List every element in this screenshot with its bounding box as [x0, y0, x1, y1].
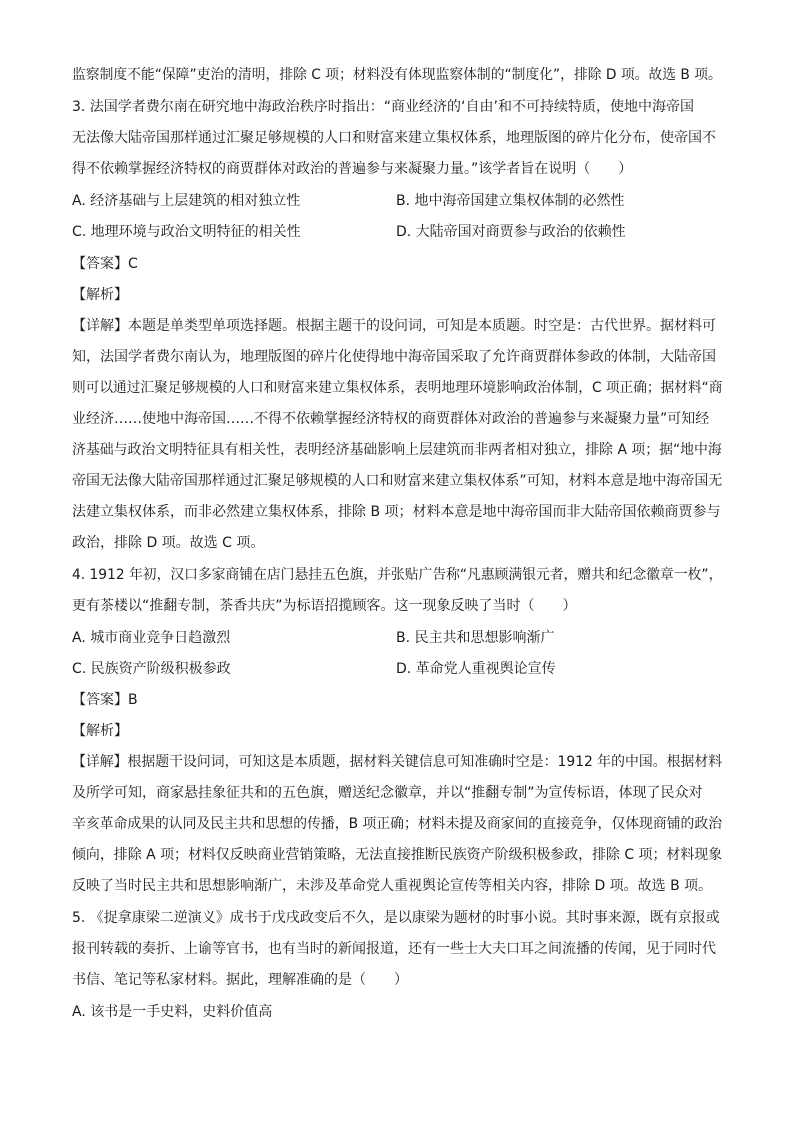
q3-analysis-label: 【解析】: [72, 287, 128, 303]
q3-option-d: D. 大陆帝国对商贾参与政治的依赖性: [396, 224, 626, 240]
q3-detail-line-8: 政治，排除 D 项。故选 C 项。: [72, 535, 265, 551]
q5-stem-line-2: 报刊转载的奏折、上谕等官书，也有当时的新闻报道，还有一些士大夫口耳之间流播的传闻，见于同时代: [72, 941, 716, 957]
q4-stem-line-1: 4. 1912 年初，汉口多家商铺在店门悬挂五色旗，并张贴广告称“凡惠顾满银元者，赠共和纪念徽章一枚”，: [72, 567, 723, 583]
q4-detail-line-2: 及所学可知，商家悬挂象征共和的五色旗，赠送纪念徽章，并以“推翻专制”为宣传标语，体现了民众对: [72, 785, 703, 801]
q5-stem-line-3: 书信、笔记等私家材料。据此，理解准确的是（ ）: [72, 972, 408, 988]
q4-detail-line-1: 【详解】根据题干设问词，可知这是本质题，据材料关键信息可知准确时空是：1912 年的中国。根据材料: [72, 754, 723, 770]
q3-stem-line-3: 得不依赖掌握经济特权的商贾群体对政治的普遍参与来凝聚力量。”该学者旨在说明（ ）: [72, 161, 633, 177]
q4-stem-line-2: 更有茶楼以“推翻专制，茶香共庆”为标语招揽顾客。这一现象反映了当时（ ）: [72, 598, 577, 614]
q2-analysis-tail: 监察制度不能“保障”吏治的清明，排除 C 项；材料没有体现监察体制的“制度化”，排除 D 项。故选 B 项。: [72, 67, 722, 83]
q3-detail-line-4: 业经济……使地中海帝国……不得不依赖掌握经济特权的商贾群体对政治的普遍参与来凝聚力量”可知经: [72, 411, 710, 427]
q4-option-a: A. 城市商业竞争日趋激烈: [72, 630, 231, 646]
q3-detail-line-3: 则可以通过汇聚足够规模的人口和财富来建立集权体系，表明地理环境影响政治体制，C 项正确；据材料“商: [72, 380, 723, 396]
q3-stem-line-1: 3. 法国学者费尔南在研究地中海政治秩序时指出：“商业经济的‘自由’和不可持续特质，使地中海帝国: [72, 99, 694, 115]
q4-detail-line-5: 反映了当时民主共和思想影响渐广，未涉及革命党人重视舆论宣传等相关内容，排除 D 项。故选 B 项。: [72, 878, 713, 894]
q3-detail-line-7: 法建立集权体系，而非必然建立集权体系，排除 B 项；材料本意是地中海帝国而非大陆帝国依赖商贾参与: [72, 504, 721, 520]
q4-detail-line-3: 辛亥革命成果的认同及民主共和思想的传播，B 项正确；材料未提及商家间的直接竞争，仅体现商铺的政治: [72, 816, 723, 832]
q4-option-c: C. 民族资产阶级积极参政: [72, 661, 231, 677]
q3-detail-line-1: 【详解】本题是单类型单项选择题。根据主题干的设问词，可知是本质题。时空是：古代世界。据材料可: [72, 318, 716, 334]
q3-option-c: C. 地理环境与政治文明特征的相关性: [72, 224, 301, 240]
q3-detail-line-6: 帝国无法像大陆帝国那样通过汇聚足够规模的人口和财富来建立集权体系”可知，材料本意是地中海帝国无: [72, 473, 723, 489]
q3-option-a: A. 经济基础与上层建筑的相对独立性: [72, 193, 301, 209]
q3-detail-line-5: 济基础与政治文明特征具有相关性，表明经济基础影响上层建筑而非两者相对独立，排除 A 项；据“地中海: [72, 442, 722, 458]
q3-option-b: B. 地中海帝国建立集权体制的必然性: [396, 193, 625, 209]
q4-analysis-label: 【解析】: [72, 723, 128, 739]
q3-answer: 【答案】C: [72, 256, 138, 272]
q4-answer: 【答案】B: [72, 692, 138, 708]
q5-option-a: A. 该书是一手史料，史料价值高: [72, 1004, 273, 1020]
q4-option-b: B. 民主共和思想影响渐广: [396, 630, 555, 646]
q3-detail-line-2: 知，法国学者费尔南认为，地理版图的碎片化使得地中海帝国采取了允许商贾群体参政的体制，大陆帝国: [72, 349, 716, 365]
q5-stem-line-1: 5. 《捉拿康梁二逆演义》成书于戊戌政变后不久，是以康梁为题材的时事小说。其时事来源，既有京报或: [72, 910, 720, 926]
q4-option-d: D. 革命党人重视舆论宣传: [396, 661, 556, 677]
q3-stem-line-2: 无法像大陆帝国那样通过汇聚足够规模的人口和财富来建立集权体系，地理版图的碎片化分布，使帝国不: [72, 130, 716, 146]
q4-detail-line-4: 倾向，排除 A 项；材料仅反映商业营销策略，无法直接推断民族资产阶级积极参政，排除 C 项；材料现象: [72, 847, 723, 863]
